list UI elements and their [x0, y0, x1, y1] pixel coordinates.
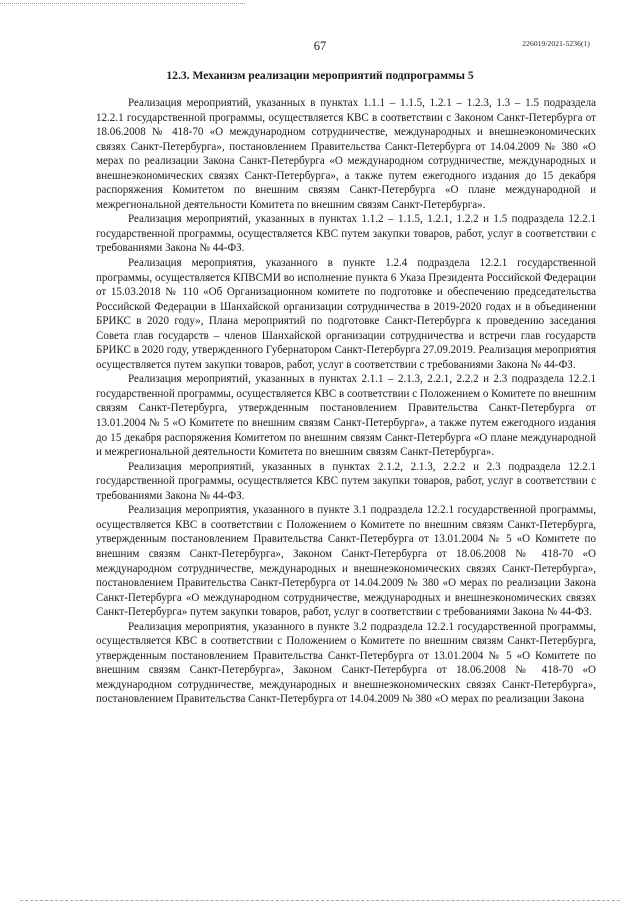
top-divider [0, 3, 245, 4]
paragraph: Реализация мероприятия, указанного в пункте 3.2 подраздела 12.2.1 государственной программы, осуществляется КВС в соответствии с Положением о Комитете по внешним связям Санкт-Петербурга, утвержденным постановлением Правительства Санкт-Петербурга от 13.01.2004 № 5 «О Комитете по внешним связям Санкт-Петербурга», Законом Санкт-Петербурга от 18.06.2008 № 418-70 «О международном сотрудничестве, международных и внешнеэкономических связях Санкт-Петербурга», постановлением Правительства Санкт-Петербурга от 14.04.2009 № 380 «О мерах по реализации Закона [96, 620, 596, 706]
paragraph: Реализация мероприятий, указанных в пунктах 2.1.1 – 2.1.3, 2.2.1, 2.2.2 и 2.3 подраздела 12.2.1 государственной программы, осуществляется КВС в соответствии с Положением о Комитете по внешним связям Санкт-Петербурга, утвержденным постановлением Правительства Санкт-Петербурга от 13.01.2004 № 5 «О Комитете по внешним связям Санкт-Петербурга», а также путем ежегодного издания до 15 декабря распоряжения Комитетом по внешним связям Санкт-Петербурга «О плане международной и межрегиональной деятельности Комитета по внешним связям Санкт-Петербурга». [96, 373, 596, 459]
document-registration-code: 226019/2021-5236(1) [522, 39, 590, 48]
paragraph: Реализация мероприятий, указанных в пунктах 1.1.2 – 1.1.5, 1.2.1, 1.2.2 и 1.5 подраздела 12.2.1 государственной программы, осуществляется КВС путем закупки товаров, работ, услуг в соответствии с требованиями Закона № 44-ФЗ. [96, 213, 596, 255]
bottom-divider [20, 900, 620, 901]
document-body [96, 96, 596, 707]
paragraph: Реализация мероприятий, указанных в пунктах 1.1.1 – 1.1.5, 1.2.1 – 1.2.3, 1.3 – 1.5 подраздела 12.2.1 государственной программы, осуществляется КВС в соответствии с Законом Санкт-Петербурга от 18.06.2008 № 418-70 «О международном сотрудничестве, международных и внешнеэкономических связях Санкт-Петербурга», постановлением Правительства Санкт-Петербурга от 14.04.2009 № 380 «О мерах по реализации Закона Санкт-Петербурга «О международном сотрудничестве, международных и внешнеэкономических связях Санкт-Петербурга», а также путем ежегодного издания до 15 декабря распоряжения Комитетом по внешним связям Санкт-Петербурга «О плане международной и межрегиональной деятельности Комитета по внешним связям Санкт-Петербурга». [96, 97, 596, 211]
section-heading: 12.3. Механизм реализации мероприятий подпрограммы 5 [166, 69, 474, 82]
paragraph: Реализация мероприятий, указанных в пунктах 2.1.2, 2.1.3, 2.2.2 и 2.3 подраздела 12.2.1 государственной программы, осуществляется КВС путем закупки товаров, работ, услуг в соответствии с требованиями Закона № 44-ФЗ. [96, 460, 596, 502]
paragraph: Реализация мероприятия, указанного в пункте 1.2.4 подраздела 12.2.1 государственной программы, осуществляется КПВСМИ во исполнение пункта 6 Указа Президента Российской Федерации от 15.03.2018 № 110 «Об Организационном комитете по подготовке и обеспечению председательства Российской Федерации в Шанхайской организации сотрудничества в 2019-2020 годах и в объединении БРИКС в 2020 году», Плана мероприятий по подготовке Санкт-Петербурга к проведению заседания Совета глав государств – членов Шанхайской организации сотрудничества и встречи глав государств БРИКС в 2020 году, утвержденного Губернатором Санкт-Петербурга 27.09.2019. Реализация мероприятия осуществляется путем закупки товаров, работ, услуг в соответствии с требованиями Закона № 44-ФЗ. [96, 257, 596, 371]
paragraph: Реализация мероприятия, указанного в пункте 3.1 подраздела 12.2.1 государственной программы, осуществляется КВС в соответствии с Положением о Комитете по внешним связям Санкт-Петербурга, утвержденным постановлением Правительства Санкт-Петербурга от 13.01.2004 № 5 «О Комитете по внешним связям Санкт-Петербурга», Законом Санкт-Петербурга от 18.06.2008 № 418-70 «О международном сотрудничестве, международных и внешнеэкономических связях Санкт-Петербурга», постановлением Правительства Санкт-Петербурга от 14.04.2009 № 380 «О мерах по реализации Закона Санкт-Петербурга «О международном сотрудничестве, международных и внешнеэкономических связях Санкт-Петербурга» путем закупки товаров, работ, услуг в соответствии с требованиями Закона № 44-ФЗ. [96, 504, 596, 619]
page-number: 67 [313, 39, 327, 53]
